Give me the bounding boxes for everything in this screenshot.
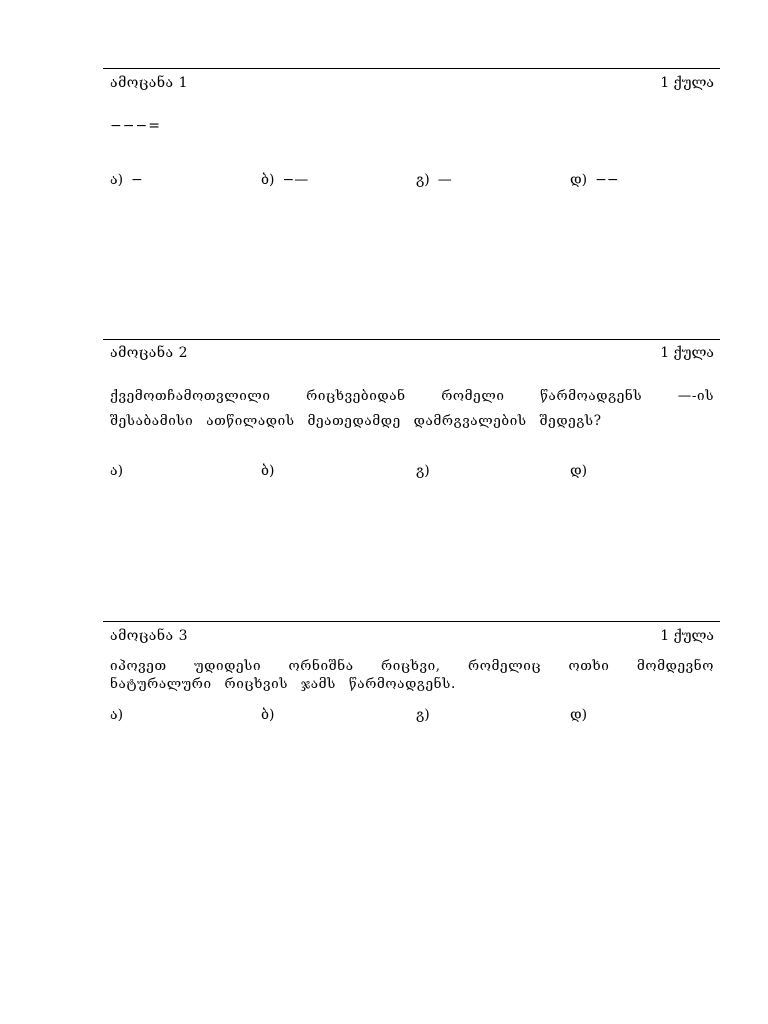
task-2-title: ამოცანა 2 xyxy=(110,345,188,361)
task-1-option-b[interactable] xyxy=(261,172,308,188)
task-1-title: ამოცანა 1 xyxy=(110,75,188,91)
option-value: — xyxy=(437,172,452,188)
task-1-top-rule xyxy=(103,68,720,69)
option-label: ბ) xyxy=(261,707,275,723)
task-2-option-d[interactable] xyxy=(570,463,595,479)
task-2-top-rule xyxy=(103,339,720,340)
task-3-option-a[interactable] xyxy=(110,707,131,723)
task-2-option-b[interactable] xyxy=(261,463,282,479)
option-value: −− xyxy=(595,172,619,188)
task-2-option-a[interactable] xyxy=(110,463,131,479)
option-label: გ) xyxy=(416,463,430,479)
task-2-header xyxy=(110,345,714,365)
option-value: −— xyxy=(282,172,309,188)
option-label: ბ) xyxy=(261,172,275,188)
option-value: − xyxy=(131,172,143,188)
task-1-formula: −−−= xyxy=(110,118,161,134)
task-3-option-d[interactable] xyxy=(570,707,595,723)
task-1-option-a[interactable] xyxy=(110,172,143,188)
option-label: გ) xyxy=(416,172,430,188)
option-label: დ) xyxy=(570,463,588,479)
task-2-option-c[interactable] xyxy=(416,463,438,479)
task-3-question: იპოვეთ უდიდესი ორნიშნა რიცხვი, რომელიც ოთხი მომდევნო ნატურალური რიცხვის ჯამს წარმოადგენს. xyxy=(110,658,714,692)
task-3-header xyxy=(110,628,714,648)
option-label: ბ) xyxy=(261,463,275,479)
option-label: ა) xyxy=(110,172,124,188)
option-label: დ) xyxy=(570,707,588,723)
task-3-top-rule xyxy=(103,621,720,622)
option-label: ა) xyxy=(110,707,124,723)
task-1-option-c[interactable] xyxy=(416,172,452,188)
task-2-points: 1 ქულა xyxy=(660,345,714,361)
task-3-title: ამოცანა 3 xyxy=(110,628,188,644)
task-2-question: ქვემოთჩამოთვლილი რიცხვებიდან რომელი წარმოადგენს —-ის შესაბამისი ათწილადის მეათედამდე დამრგვალების შედეგს? xyxy=(110,388,714,429)
option-label: დ) xyxy=(570,172,588,188)
task-3-points: 1 ქულა xyxy=(660,628,714,644)
task-3-option-c[interactable] xyxy=(416,707,438,723)
task-3-option-b[interactable] xyxy=(261,707,282,723)
task-1-header xyxy=(110,75,714,95)
option-label: ა) xyxy=(110,463,124,479)
task-1-option-d[interactable] xyxy=(570,172,619,188)
task-1-points: 1 ქულა xyxy=(660,75,714,91)
option-label: გ) xyxy=(416,707,430,723)
